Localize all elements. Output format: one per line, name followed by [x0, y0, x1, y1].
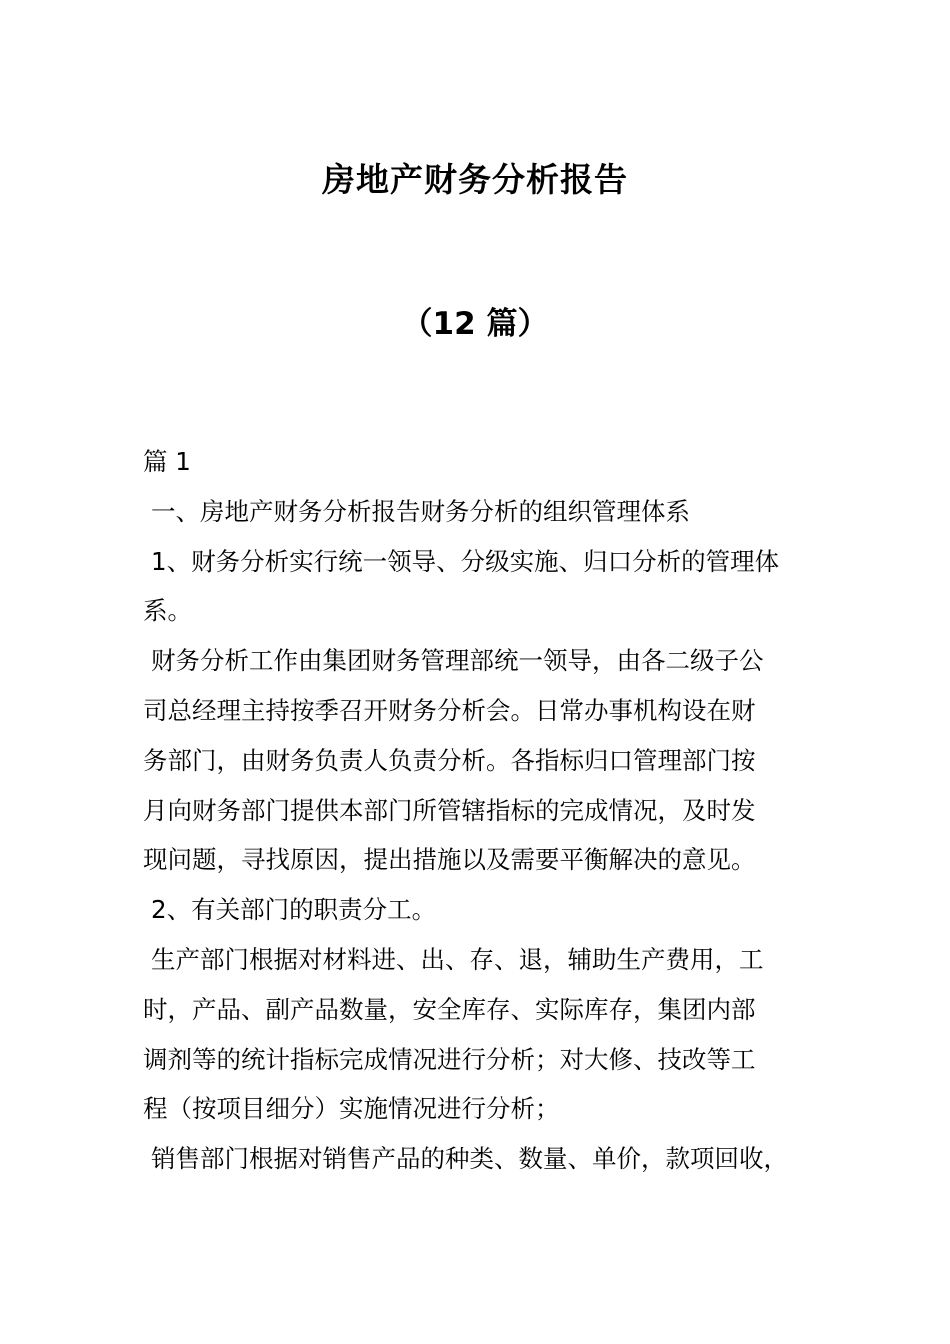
section-heading: 一、房地产财务分析报告财务分析的组织管理体系: [151, 496, 690, 526]
paragraph-line: 司总经理主持按季召开财务分析会。日常办事机构设在财: [143, 695, 756, 725]
document-body: [143, 437, 833, 1184]
paragraph-line: 2、有关部门的职责分工。: [151, 895, 437, 925]
paragraph-line: 销售部门根据对销售产品的种类、数量、单价，款项回收，: [151, 1144, 788, 1174]
section-label: 篇 1: [143, 447, 191, 476]
paragraph-line: 务部门，由财务负责人负责分析。各指标归口管理部门按: [143, 745, 756, 775]
paragraph-line: 月向财务部门提供本部门所管辖指标的完成情况，及时发: [143, 795, 756, 825]
paragraph-line: 调剂等的统计指标完成情况进行分析；对大修、技改等工: [143, 1044, 756, 1074]
paragraph-line: 程（按项目细分）实施情况进行分析；: [143, 1094, 560, 1124]
document-title: 房地产财务分析报告: [322, 160, 628, 199]
paragraph-line: 财务分析工作由集团财务管理部统一领导，由各二级子公: [151, 646, 764, 676]
paragraph-line: 时，产品、副产品数量，安全库存、实际库存，集团内部: [143, 994, 756, 1024]
paragraph-line: 现问题，寻找原因，提出措施以及需要平衡解决的意见。: [143, 845, 756, 875]
paragraph-line: 系。: [143, 596, 192, 626]
paragraph-line: 生产部门根据对材料进、出、存、退，辅助生产费用，工: [151, 944, 764, 974]
paragraph-line: 1、财务分析实行统一领导、分级实施、归口分析的管理体: [151, 546, 780, 576]
document-subtitle: （12 篇）: [401, 306, 549, 342]
